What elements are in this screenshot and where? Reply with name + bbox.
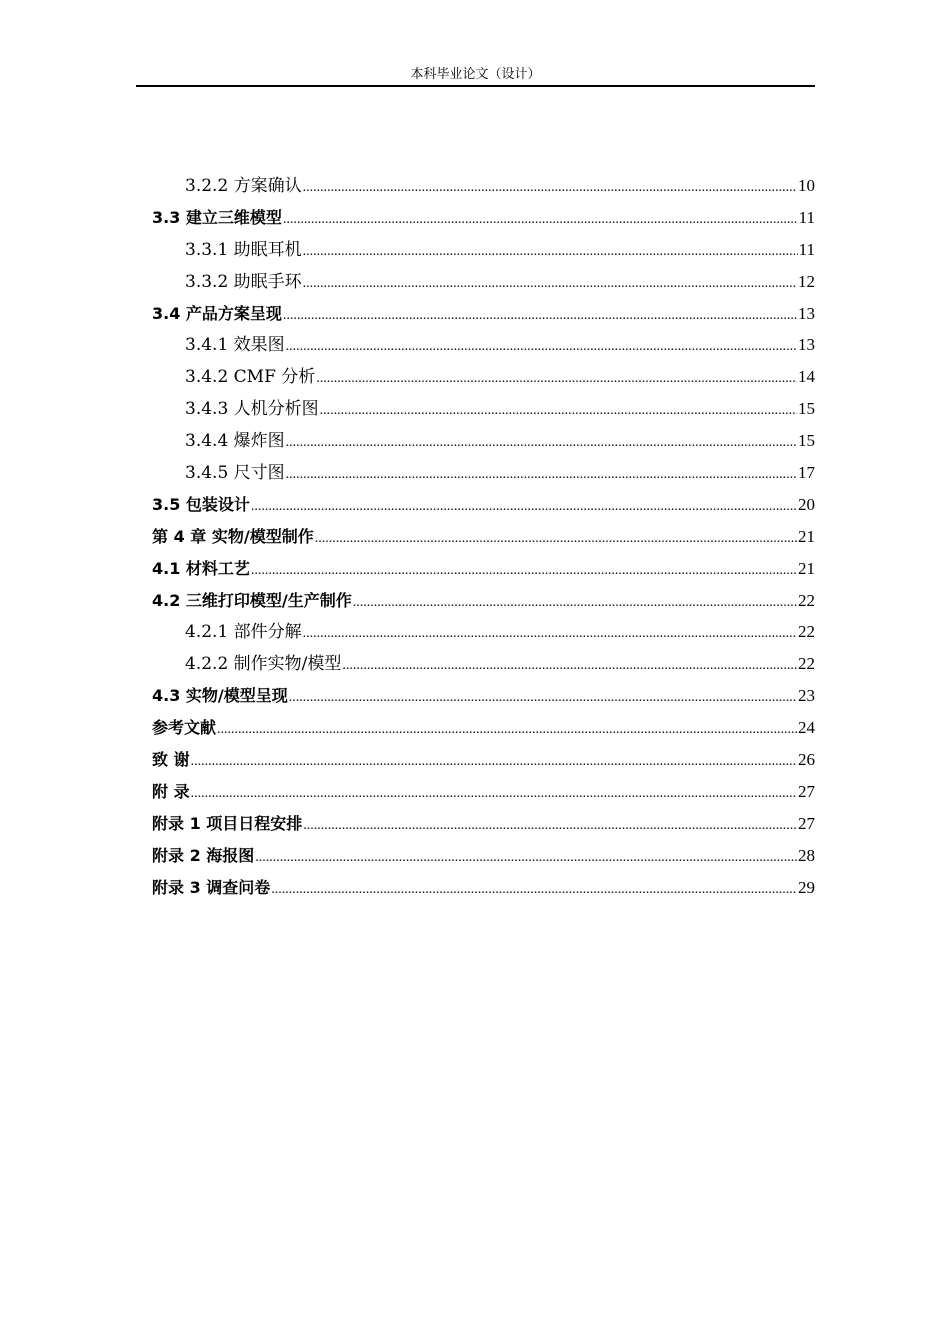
toc-entry-title: 4.2 三维打印模型/生产制作 bbox=[152, 590, 352, 610]
toc-dot-leader bbox=[271, 874, 797, 906]
toc-entry-page-number: 13 bbox=[798, 303, 815, 323]
toc-entry-title: 3.2.2 方案确认 bbox=[185, 176, 302, 196]
toc-entry-page-number: 26 bbox=[798, 750, 815, 770]
toc-entry-page-number: 11 bbox=[798, 239, 815, 259]
toc-entry-title: 4.2.2 制作实物/模型 bbox=[185, 654, 342, 675]
toc-entry[interactable] bbox=[152, 170, 815, 202]
toc-entry-title: 附录 2 海报图 bbox=[152, 845, 255, 865]
toc-entry[interactable] bbox=[152, 616, 815, 648]
toc-dot-leader bbox=[286, 427, 797, 459]
toc-entry-title: 4.3 实物/模型呈现 bbox=[152, 686, 288, 706]
toc-entry[interactable] bbox=[152, 808, 815, 840]
toc-entry[interactable] bbox=[152, 425, 815, 457]
toc-entry[interactable] bbox=[152, 266, 815, 298]
toc-entry[interactable] bbox=[152, 298, 815, 330]
toc-entry-page-number: 27 bbox=[798, 813, 815, 833]
toc-entry-page-number: 24 bbox=[798, 718, 815, 738]
page-header-title: 本科毕业论文（设计） bbox=[410, 67, 541, 82]
toc-dot-leader bbox=[283, 300, 797, 332]
toc-dot-leader bbox=[303, 268, 797, 300]
toc-entry-title: 3.4.3 人机分析图 bbox=[185, 399, 319, 420]
toc-dot-leader bbox=[191, 778, 797, 810]
toc-dot-leader bbox=[255, 842, 797, 874]
toc-entry-page-number: 22 bbox=[798, 622, 815, 642]
toc-entry[interactable] bbox=[152, 329, 815, 361]
toc-dot-leader bbox=[320, 395, 797, 427]
toc-entry-title: 致 谢 bbox=[152, 750, 190, 770]
toc-entry-page-number: 23 bbox=[798, 686, 815, 706]
toc-entry[interactable] bbox=[152, 489, 815, 521]
toc-dot-leader bbox=[303, 172, 797, 204]
toc-entry-title: 附 录 bbox=[152, 781, 190, 801]
toc-entry-page-number: 15 bbox=[798, 399, 815, 419]
toc-entry[interactable] bbox=[152, 872, 815, 904]
toc-dot-leader bbox=[283, 204, 798, 236]
toc-entry-title: 3.3.2 助眠手环 bbox=[185, 271, 302, 292]
toc-dot-leader bbox=[286, 331, 797, 363]
table-of-contents bbox=[152, 170, 815, 903]
toc-entry-title: 3.4.2 CMF 分析 bbox=[185, 367, 316, 388]
toc-entry-title: 3.3 建立三维模型 bbox=[152, 207, 282, 227]
toc-entry-title: 附录 1 项目日程安排 bbox=[152, 813, 303, 833]
toc-entry-page-number: 10 bbox=[798, 176, 815, 195]
toc-entry[interactable] bbox=[152, 648, 815, 680]
toc-entry-page-number: 13 bbox=[798, 335, 815, 355]
toc-entry-page-number: 22 bbox=[798, 590, 815, 610]
toc-entry[interactable] bbox=[152, 553, 815, 585]
toc-dot-leader bbox=[251, 491, 797, 523]
toc-entry-page-number: 27 bbox=[798, 781, 815, 801]
toc-entry-title: 4.2.1 部件分解 bbox=[185, 622, 302, 643]
toc-entry-page-number: 21 bbox=[798, 558, 815, 578]
toc-entry-title: 4.1 材料工艺 bbox=[152, 558, 250, 578]
toc-dot-leader bbox=[251, 555, 797, 587]
toc-entry[interactable] bbox=[152, 234, 815, 266]
toc-entry-page-number: 20 bbox=[798, 494, 815, 514]
toc-entry-page-number: 14 bbox=[798, 367, 815, 387]
toc-entry[interactable] bbox=[152, 585, 815, 617]
toc-entry[interactable] bbox=[152, 202, 815, 234]
toc-dot-leader bbox=[316, 363, 797, 395]
toc-entry[interactable] bbox=[152, 712, 815, 744]
toc-entry[interactable] bbox=[152, 680, 815, 712]
toc-dot-leader bbox=[217, 714, 797, 746]
toc-entry[interactable] bbox=[152, 393, 815, 425]
toc-entry-page-number: 12 bbox=[798, 271, 815, 291]
toc-entry-title: 第 4 章 实物/模型制作 bbox=[152, 526, 314, 546]
toc-dot-leader bbox=[191, 746, 797, 778]
toc-entry[interactable] bbox=[152, 361, 815, 393]
toc-dot-leader bbox=[303, 618, 797, 650]
toc-entry-page-number: 11 bbox=[798, 207, 815, 227]
toc-entry-title: 3.4.4 爆炸图 bbox=[185, 431, 285, 452]
toc-entry-title: 3.4 产品方案呈现 bbox=[152, 303, 282, 323]
toc-dot-leader bbox=[342, 650, 797, 682]
toc-entry-title: 3.4.5 尺寸图 bbox=[185, 463, 285, 484]
toc-entry[interactable] bbox=[152, 521, 815, 553]
toc-entry-title: 参考文献 bbox=[152, 718, 217, 738]
toc-dot-leader bbox=[303, 810, 797, 842]
toc-entry-title: 附录 3 调查问卷 bbox=[152, 877, 271, 897]
toc-dot-leader bbox=[289, 682, 797, 714]
toc-entry-page-number: 21 bbox=[798, 526, 815, 546]
toc-entry-page-number: 22 bbox=[798, 654, 815, 674]
toc-entry-page-number: 17 bbox=[798, 463, 815, 483]
toc-dot-leader bbox=[353, 587, 797, 619]
toc-entry-page-number: 15 bbox=[798, 431, 815, 451]
toc-entry-page-number: 29 bbox=[798, 877, 815, 897]
toc-entry-title: 3.5 包装设计 bbox=[152, 494, 250, 514]
toc-entry-title: 3.4.1 效果图 bbox=[185, 335, 285, 356]
toc-entry-title: 3.3.1 助眠耳机 bbox=[185, 239, 302, 260]
toc-entry[interactable] bbox=[152, 457, 815, 489]
header-divider bbox=[136, 85, 815, 87]
toc-entry[interactable] bbox=[152, 776, 815, 808]
toc-entry[interactable] bbox=[152, 840, 815, 872]
toc-dot-leader bbox=[286, 459, 797, 491]
toc-entry[interactable] bbox=[152, 744, 815, 776]
toc-entry-page-number: 28 bbox=[798, 845, 815, 865]
toc-dot-leader bbox=[315, 523, 797, 555]
toc-dot-leader bbox=[303, 236, 798, 268]
